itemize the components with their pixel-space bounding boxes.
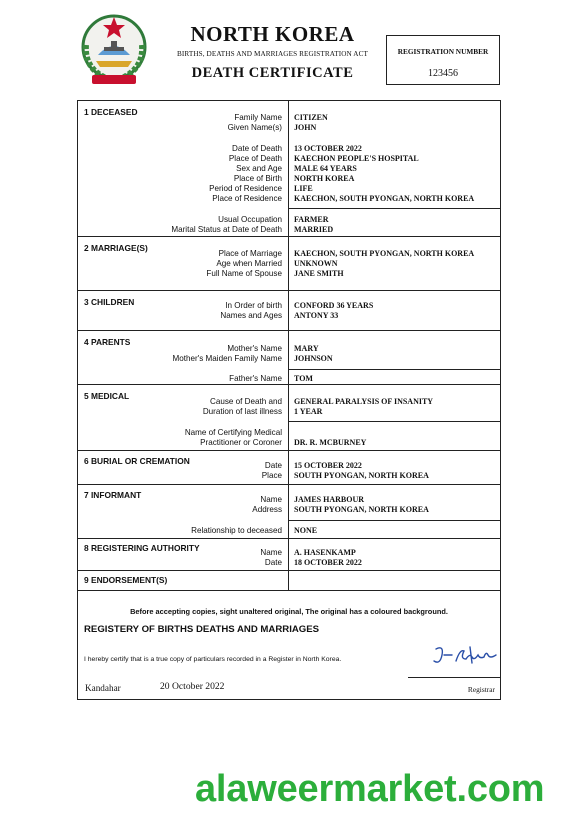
- field-value: SOUTH PYONGAN, NORTH KOREA: [294, 471, 429, 480]
- field-label: Names and Ages: [220, 311, 282, 320]
- field-value: 13 OCTOBER 2022: [294, 144, 362, 153]
- field-label: Family Name: [234, 113, 282, 122]
- watermark: alaweermarket.com: [195, 768, 545, 810]
- field-label: Age when Married: [216, 259, 282, 268]
- certificate-body: [77, 100, 501, 700]
- section-title: 2 MARRIAGE(S): [84, 243, 148, 253]
- field-value: SOUTH PYONGAN, NORTH KOREA: [294, 505, 429, 514]
- field-value: 18 OCTOBER 2022: [294, 558, 362, 567]
- field-value: MARY: [294, 344, 319, 353]
- issue-date: 20 October 2022: [160, 681, 225, 692]
- section-title: 8 REGISTERING AUTHORITY: [84, 543, 200, 553]
- section-title: 5 MEDICAL: [84, 391, 130, 401]
- registration-number: 123456: [428, 68, 458, 79]
- section-endorsement: [78, 571, 500, 591]
- field-label: In Order of birth: [225, 301, 282, 310]
- section-title: 9 ENDORSEMENT(S): [84, 575, 168, 585]
- section-title: 6 BURIAL OR CREMATION: [84, 456, 190, 466]
- act-title: BIRTHS, DEATHS AND MARRIAGES REGISTRATION ACT: [177, 50, 368, 58]
- state-emblem: [78, 11, 150, 89]
- field-label: Father's Name: [229, 374, 282, 383]
- country-name: NORTH KOREA: [190, 22, 355, 46]
- section-title: 7 INFORMANT: [84, 490, 142, 500]
- field-label: Period of Residence: [209, 184, 282, 193]
- field-value: NONE: [294, 526, 318, 535]
- field-value: DR. R. MCBURNEY: [294, 438, 367, 447]
- section-registering-authority: [78, 539, 500, 571]
- field-label: Duration of last illness: [202, 407, 282, 416]
- field-value: JOHNSON: [294, 354, 333, 363]
- field-value: LIFE: [294, 184, 313, 193]
- section-burial: [78, 451, 500, 485]
- field-label: Mother's Name: [227, 344, 282, 353]
- field-value: JANE SMITH: [294, 269, 344, 278]
- field-label: Place of Birth: [233, 174, 282, 183]
- field-value: A. HASENKAMP: [294, 548, 356, 557]
- registrar-signature: [430, 643, 502, 674]
- section-title: 4 PARENTS: [84, 337, 131, 347]
- field-value: MARRIED: [294, 225, 334, 234]
- document-title: DEATH CERTIFICATE: [191, 65, 354, 81]
- field-label: Full Name of Spouse: [206, 269, 282, 278]
- registry-title: REGISTERY OF BIRTHS DEATHS AND MARRIAGES: [84, 624, 320, 635]
- field-value: ANTONY 33: [294, 311, 339, 320]
- field-value: CONFORD 36 YEARS: [294, 301, 374, 310]
- field-value: TOM: [294, 374, 313, 383]
- issue-place: Kandahar: [85, 683, 121, 693]
- field-label: Name: [260, 548, 282, 557]
- field-label: Given Name(s): [227, 123, 282, 132]
- field-label: Sex and Age: [236, 164, 282, 173]
- section-parents: [78, 331, 500, 385]
- certification-statement: I hereby certify that is a true copy of particulars recorded in a Register in North Korea.: [84, 656, 342, 663]
- section-marriage: [78, 237, 500, 291]
- field-label: Relationship to deceased: [191, 526, 282, 535]
- field-value: FARMER: [294, 215, 329, 224]
- field-label: Usual Occupation: [218, 215, 282, 224]
- field-value: MALE 64 YEARS: [294, 164, 357, 173]
- field-label: Practitioner or Coroner: [200, 438, 282, 447]
- field-label: Mother's Maiden Family Name: [172, 354, 282, 363]
- field-value: CITIZEN: [294, 113, 328, 122]
- section-medical: [78, 385, 500, 451]
- field-label: Place of Death: [228, 154, 282, 163]
- field-value: JAMES HARBOUR: [294, 495, 365, 504]
- field-label: Place of Residence: [212, 194, 282, 203]
- section-children: [78, 291, 500, 331]
- field-value: 15 OCTOBER 2022: [294, 461, 362, 470]
- registrar-label: Registrar: [467, 685, 495, 694]
- registration-number-label: REGISTRATION NUMBER: [397, 47, 489, 56]
- field-label: Address: [252, 505, 282, 514]
- field-value: GENERAL PARALYSIS OF INSANITY: [294, 397, 434, 406]
- field-label: Marital Status at Date of Death: [171, 225, 282, 234]
- field-value: KAECHON, SOUTH PYONGAN, NORTH KOREA: [294, 249, 475, 258]
- section-title: 1 DECEASED: [84, 107, 138, 117]
- field-value: 1 YEAR: [294, 407, 323, 416]
- field-value: NORTH KOREA: [294, 174, 355, 183]
- field-value: KAECHON, SOUTH PYONGAN, NORTH KOREA: [294, 194, 475, 203]
- field-label: Date: [264, 461, 282, 470]
- authenticity-notice: Before accepting copies, sight unaltered original, The original has a coloured background.: [130, 607, 448, 616]
- section-informant: [78, 485, 500, 539]
- field-value: JOHN: [294, 123, 317, 132]
- field-label: Name of Certifying Medical: [184, 428, 282, 437]
- field-label: Name: [260, 495, 282, 504]
- field-label: Place: [261, 471, 282, 480]
- section-title: 3 CHILDREN: [84, 297, 135, 307]
- field-label: Date of Death: [232, 144, 282, 153]
- field-value: UNKNOWN: [294, 259, 338, 268]
- field-label: Date: [264, 558, 282, 567]
- field-label: Cause of Death and: [210, 397, 282, 406]
- section-deceased: [78, 101, 500, 237]
- field-value: KAECHON PEOPLE'S HOSPITAL: [294, 154, 419, 163]
- field-label: Place of Marriage: [218, 249, 282, 258]
- registration-number-box: [386, 35, 500, 85]
